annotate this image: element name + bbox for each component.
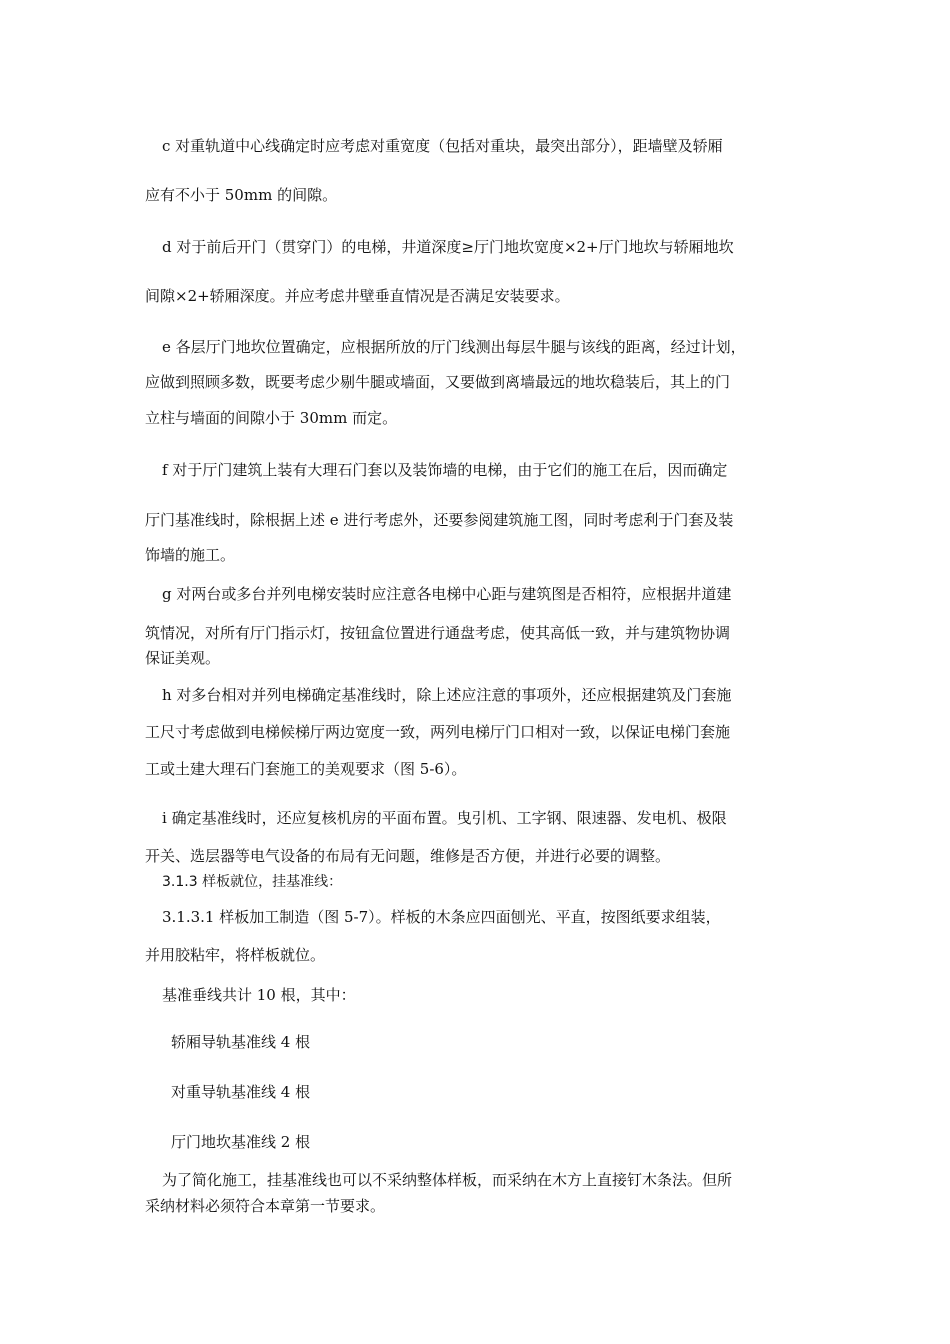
- item-g-line-2: 筑情况，对所有厅门指示灯，按钮盒位置进行通盘考虑，使其高低一致，并与建筑物协调: [145, 624, 731, 642]
- item-f-line-2: 厅门基准线时，除根据上述 e 进行考虑外，还要参阅建筑施工图，同时考虑利于门套及装: [145, 511, 734, 529]
- item-i-line-2: 开关、选层器等电气设备的布局有无问题，维修是否方便，并进行必要的调整。: [145, 847, 671, 865]
- closing-paragraph-line-2: 采纳材料必须符合本章第一节要求。: [145, 1197, 386, 1215]
- item-f-line-1: f 对于厅门建筑上装有大理石门套以及装饰墙的电梯，由于它们的施工在后，因而确定: [162, 461, 728, 479]
- item-e-line-1: e 各层厅门地坎位置确定，应根据所放的厅门线测出每层牛腿与该线的距离，经过计划，: [162, 338, 746, 356]
- item-i-line-1: i 确定基准线时，还应复核机房的平面布置。曳引机、工字钢、限速器、发电机、极限: [162, 809, 727, 827]
- section-3-1-3-1-line-2: 并用胶粘牢，将样板就位。: [145, 946, 326, 964]
- section-3-1-3-1-line-1: 3.1.3.1 样板加工制造（图 5-7）。样板的木条应四面刨光、平直，按图纸要求组装，: [162, 908, 721, 926]
- item-c-line-1: c 对重轨道中心线确定时应考虑对重宽度（包括对重块，最突出部分），距墙壁及轿厢: [162, 137, 723, 155]
- plumb-line-sill: 厅门地坎基准线 2 根: [171, 1133, 311, 1151]
- item-h-line-1: h 对多台相对并列电梯确定基准线时，除上述应注意的事项外，还应根据建筑及门套施: [162, 686, 732, 704]
- item-f-line-3: 饰墙的施工。: [145, 546, 236, 564]
- plumb-line-counterweight-rail: 对重导轨基准线 4 根: [171, 1083, 311, 1101]
- closing-paragraph-line-1: 为了简化施工，挂基准线也可以不采纳整体样板，而采纳在木方上直接钉木条法。但所: [162, 1171, 733, 1189]
- plumb-line-total: 基准垂线共计 10 根，其中：: [162, 986, 356, 1004]
- section-heading-3-1-3: 3.1.3 样板就位，挂基准线：: [162, 874, 343, 890]
- item-d-line-1: d 对于前后开门（贯穿门）的电梯，井道深度≥厅门地坎宽度×2+厅门地坎与轿厢地坎: [162, 238, 734, 256]
- item-g-line-1: g 对两台或多台并列电梯安装时应注意各电梯中心距与建筑图是否相符，应根据井道建: [162, 585, 732, 603]
- item-d-line-2: 间隙×2+轿厢深度。并应考虑井壁垂直情况是否满足安装要求。: [145, 287, 570, 305]
- item-e-line-2: 应做到照顾多数，既要考虑少剔牛腿或墙面，又要做到离墙最远的地坎稳装后，其上的门: [145, 373, 731, 391]
- item-h-line-3: 工或土建大理石门套施工的美观要求（图 5-6）。: [145, 760, 467, 778]
- item-h-line-2: 工尺寸考虑做到电梯候梯厅两边宽度一致，两列电梯厅门口相对一致，以保证电梯门套施: [145, 723, 731, 741]
- item-e-line-3: 立柱与墙面的间隙小于 30mm 而定。: [145, 409, 398, 427]
- item-c-line-2: 应有不小于 50mm 的间隙。: [145, 186, 338, 204]
- plumb-line-car-rail: 轿厢导轨基准线 4 根: [171, 1033, 311, 1051]
- item-g-line-3: 保证美观。: [145, 649, 221, 667]
